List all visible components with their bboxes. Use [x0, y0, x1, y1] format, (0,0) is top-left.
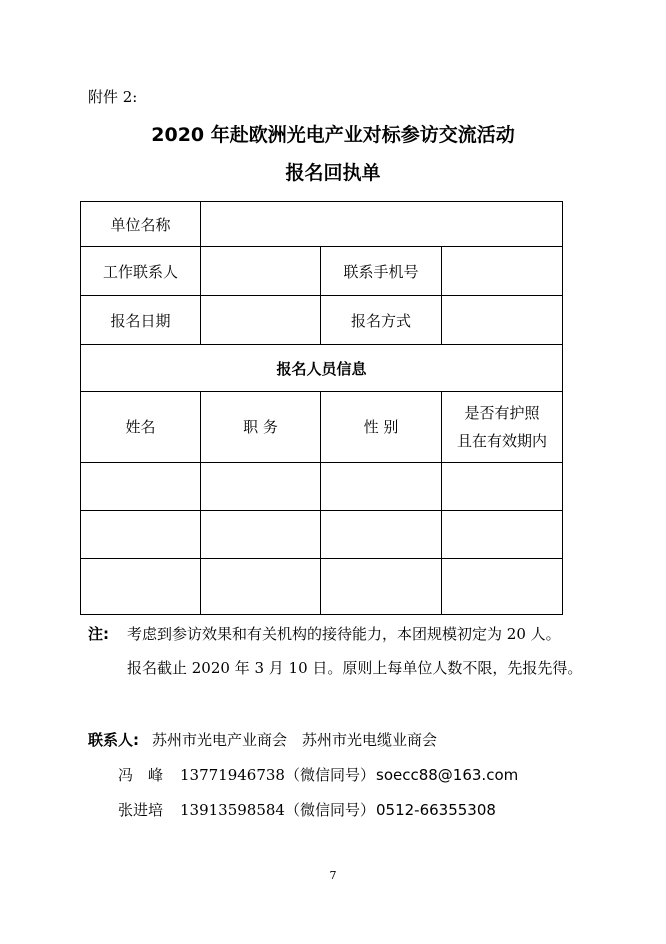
- document-title: 2020 年赴欧洲光电产业对标参访交流活动: [151, 124, 515, 146]
- column-header-passport-line1: 是否有护照: [464, 404, 540, 422]
- contact-organizations: 苏州市光电产业商会 苏州市光电缆业商会: [152, 731, 438, 749]
- column-header-passport: [442, 392, 563, 463]
- column-header-passport-line2: 且在有效期内: [457, 432, 548, 450]
- attendee-gender-cell[interactable]: [321, 559, 442, 615]
- work-contact-field[interactable]: [201, 247, 321, 296]
- unit-name-row: [81, 202, 563, 247]
- contact-label: 联系人:: [88, 731, 139, 749]
- attendee-name-cell[interactable]: [81, 511, 201, 559]
- attendee-gender-cell[interactable]: [321, 463, 442, 511]
- page-number: 7: [329, 869, 337, 882]
- attendee-position-cell[interactable]: [201, 559, 321, 615]
- contact-person-phone: 13771946738（微信同号）: [180, 766, 375, 784]
- table-row: [81, 511, 563, 559]
- contact-person-name: 张进培: [118, 801, 164, 819]
- attendee-passport-cell[interactable]: [442, 559, 563, 615]
- signup-date-field[interactable]: [201, 296, 321, 345]
- contact-person: [118, 764, 518, 785]
- attendee-position-cell[interactable]: [201, 463, 321, 511]
- attendee-name-cell[interactable]: [81, 559, 201, 615]
- attendee-info-header: 报名人员信息: [81, 345, 563, 392]
- contact-person-phone: 13913598584（微信同号）: [180, 801, 375, 819]
- signup-method-label: 报名方式: [321, 296, 442, 345]
- contact-person-email[interactable]: soecc88@163.com: [376, 766, 519, 784]
- work-contact-label: 工作联系人: [81, 247, 201, 296]
- column-header-row: [81, 392, 563, 463]
- table-row: [81, 559, 563, 615]
- column-header-name: 姓名: [81, 392, 201, 463]
- attendee-passport-cell[interactable]: [442, 511, 563, 559]
- unit-name-field[interactable]: [201, 202, 563, 247]
- unit-name-label: 单位名称: [81, 202, 201, 247]
- attendee-position-cell[interactable]: [201, 511, 321, 559]
- contact-person-landline: 0512-66355308: [376, 801, 496, 819]
- column-header-position: 职 务: [201, 392, 321, 463]
- attachment-label: 附件 2:: [88, 88, 138, 106]
- section-header-row: [81, 345, 563, 392]
- note-line-2: 报名截止 2020 年 3 月 10 日。原则上每单位人数不限，先报先得。: [127, 659, 583, 677]
- attendee-passport-cell[interactable]: [442, 463, 563, 511]
- contact-person-name: 冯 峰: [118, 766, 164, 784]
- column-header-gender: 性 别: [321, 392, 442, 463]
- contact-person: [118, 799, 496, 820]
- registration-form-table: [80, 201, 563, 615]
- table-row: [81, 463, 563, 511]
- contact-row: [81, 247, 563, 296]
- note-line-1: 考虑到参访效果和有关机构的接待能力，本团规模初定为 20 人。: [127, 625, 561, 643]
- attendee-name-cell[interactable]: [81, 463, 201, 511]
- attendee-gender-cell[interactable]: [321, 511, 442, 559]
- note-label: 注:: [88, 625, 109, 643]
- contact-phone-field[interactable]: [442, 247, 563, 296]
- document-subtitle: 报名回执单: [285, 162, 381, 184]
- signup-method-field[interactable]: [442, 296, 563, 345]
- contact-phone-label: 联系手机号: [321, 247, 442, 296]
- signup-row: [81, 296, 563, 345]
- signup-date-label: 报名日期: [81, 296, 201, 345]
